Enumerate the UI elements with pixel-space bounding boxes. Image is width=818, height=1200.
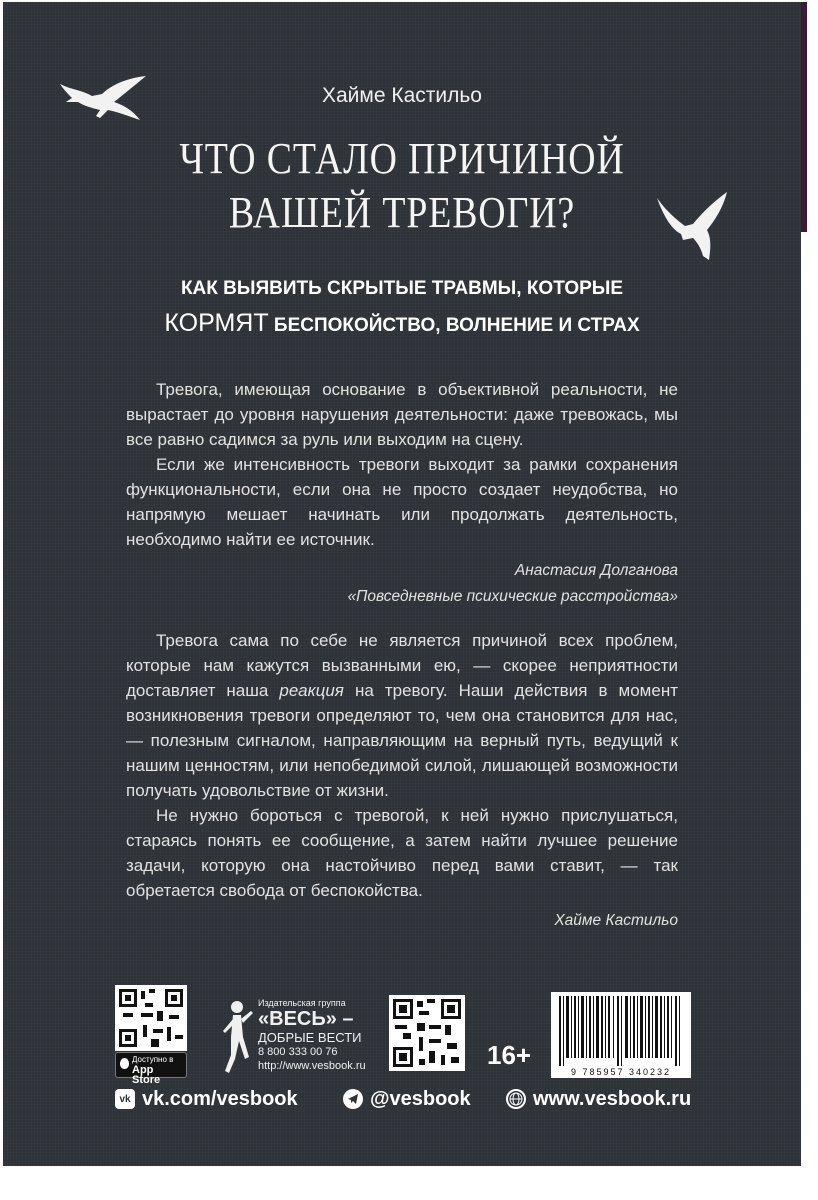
web-link[interactable]: www.vesbook.ru: [533, 1087, 692, 1110]
qr-code-appstore[interactable]: [115, 985, 187, 1051]
vk-link[interactable]: vk.com/vesbook: [142, 1087, 298, 1110]
quote-author: Хайме Кастильо: [554, 912, 678, 929]
telegram-link[interactable]: @vesbook: [370, 1087, 471, 1110]
title-line-2: ВАШЕЙ ТРЕВОГИ?: [228, 188, 576, 237]
quote-attribution: [126, 558, 678, 610]
quote-source: «Повседневные психические расстройства»: [347, 588, 678, 605]
subtitle-line-2: [3, 306, 801, 343]
apple-icon: [120, 1058, 129, 1069]
publisher-group: Издательская группа: [258, 998, 346, 1008]
app-store-label: App Store: [132, 1064, 161, 1086]
publisher-phone: 8 800 333 00 76: [258, 1046, 338, 1058]
publisher-info: [258, 998, 366, 1073]
publisher-logo-figure-icon: [219, 997, 255, 1075]
book-back-cover: [3, 2, 801, 1166]
author-name: Хайме Кастильо: [321, 84, 482, 107]
publisher-url[interactable]: http://www.vesbook.ru: [258, 1060, 366, 1072]
quote-attribution: [126, 908, 678, 934]
app-store-badge[interactable]: [115, 1052, 187, 1086]
book-subtitle: [3, 272, 801, 343]
publisher-name: «ВЕСЬ» –: [258, 1008, 354, 1030]
qr-code-publisher[interactable]: [389, 995, 465, 1071]
quote-emphasis: реакция: [279, 681, 344, 700]
title-line-1: ЧТО СТАЛО ПРИЧИНОЙ: [179, 134, 625, 183]
subtitle-line-2-rest: БЕСПОКОЙСТВО, ВОЛНЕНИЕ И СТРАХ: [273, 315, 640, 336]
subtitle-line-1: КАК ВЫЯВИТЬ СКРЫТЫЕ ТРАВМЫ, КОТОРЫЕ: [180, 278, 624, 299]
app-store-small-text: Доступно в: [132, 1055, 174, 1064]
quote-paragraph: [126, 628, 678, 803]
isbn-barcode: [551, 992, 691, 1078]
globe-icon: [506, 1089, 526, 1109]
quote-castillo: [126, 628, 678, 903]
quote-text: Тревога сама по себе не является причиной всех проблем, которые нам кажутся вызванными ею, — скорее неприятности доставляет наша: [126, 631, 678, 700]
quote-dolganova: [126, 377, 678, 552]
isbn-number: 9 785957 340232: [570, 1067, 672, 1077]
age-rating: 16+: [487, 1040, 532, 1070]
publisher-sub: ДОБРЫЕ ВЕСТИ: [258, 1030, 362, 1045]
quote-paragraph: Не нужно бороться с тревогой, к ней нужно прислушаться, стараясь понять ее сообщение, а затем найти лучшее решение задачи, которую она настойчиво перед вами ставит, — так обретается свобода от беспокойства.: [126, 806, 678, 900]
quote-text: на тревогу. Наши действия в момент возникновения тревоги определяют то, чем она становится для нас, — полезным сигналом, направляющим на верный путь, ведущий к нашим ценностям, или непобедимой силой, лишающей возможности получать удовольствие от жизни.: [126, 681, 678, 800]
telegram-icon: [343, 1089, 363, 1109]
social-web[interactable]: [506, 1084, 691, 1114]
book-title: [59, 132, 745, 240]
barcode-bars: [551, 996, 691, 1068]
social-telegram[interactable]: [343, 1084, 471, 1114]
quote-paragraph: Тревога, имеющая основание в объективной реальности, не вырастает до уровня нарушения деятельности: даже тревожась, мы все равно садимся за руль или выходим на сцену.: [126, 380, 678, 449]
vk-icon: vk: [115, 1089, 135, 1109]
quote-author: Анастасия Долганова: [514, 562, 678, 579]
social-vk[interactable]: [115, 1084, 298, 1114]
cover-edge: [801, 2, 807, 232]
subtitle-big-word: КОРМЯТ: [164, 309, 269, 337]
quote-paragraph: Если же интенсивность тревоги выходит за рамки сохранения функциональности, если она не просто создает неудобства, но напрямую мешает начинать или продолжать деятельность, необходимо найти ее источник.: [126, 455, 678, 549]
